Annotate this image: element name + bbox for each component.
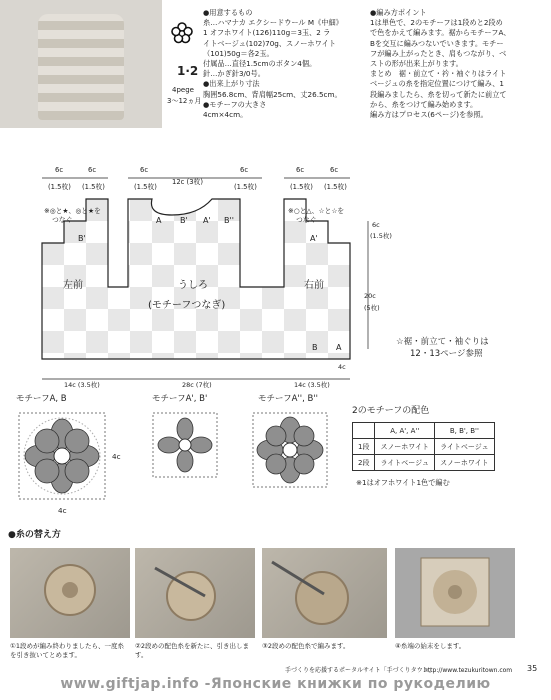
step-caption-3: ③2段めの配色糸で編みます。 bbox=[262, 642, 350, 650]
table-cell: スノーホワイト bbox=[435, 455, 495, 471]
dim-bottom: 28c (7枚) bbox=[182, 381, 212, 389]
label-right-front: 右前 bbox=[304, 280, 324, 291]
page-label: 4pege bbox=[172, 86, 194, 94]
note-left: つなぐ bbox=[52, 216, 73, 224]
cell-label: A bbox=[336, 343, 342, 352]
dim-sub: (1.5枚) bbox=[234, 183, 257, 191]
dim-top: 12c (3枚) bbox=[172, 178, 203, 186]
points-line: ストの形が出来上がります。 bbox=[370, 59, 463, 69]
dim-top: 6c bbox=[55, 166, 64, 174]
dim-sub: (1.5枚) bbox=[324, 183, 347, 191]
cell-label: A bbox=[156, 216, 162, 225]
table-cell: スノーホワイト bbox=[375, 439, 435, 455]
dim-bottom: 14c (3.5枚) bbox=[294, 381, 330, 389]
cell-label: B' bbox=[78, 234, 86, 243]
dim-right: 6c bbox=[372, 221, 380, 229]
step-caption-1: ①1段めが編み終わりましたら、一度糸を引き抜いてとめます。 bbox=[10, 642, 124, 659]
dim-right: (1.5枚) bbox=[370, 232, 392, 240]
points-line: フが編み上がったとき、肩もつながり、ベ bbox=[370, 48, 507, 58]
note-right: ※○と△、☆と☆を bbox=[288, 207, 345, 215]
cell-label: B' bbox=[180, 216, 188, 225]
cell-label: A' bbox=[310, 234, 318, 243]
color-table bbox=[352, 422, 495, 471]
motif-a-double-prime-diagram bbox=[250, 410, 330, 490]
step-photo-4 bbox=[395, 548, 515, 638]
points-line: から、糸をつけて編み始めます。 bbox=[370, 99, 478, 109]
motif-a-diagram bbox=[16, 410, 108, 502]
note-trim-ref: 12・13ページ参照 bbox=[410, 349, 483, 359]
size-label: 1·2 bbox=[177, 64, 199, 78]
points-line: 編み方はプロセス(6ページ)を参照。 bbox=[370, 110, 488, 120]
motif-dim-bottom: 4c bbox=[58, 506, 67, 515]
vest-photo bbox=[0, 0, 162, 128]
materials-line: ●モチーフの大きさ bbox=[203, 99, 267, 109]
table-cell: 1段 bbox=[353, 439, 375, 455]
materials-title: ●用意するもの bbox=[203, 8, 253, 17]
points-line: で色をかえて編みます。裾からモチーフA、 bbox=[370, 28, 511, 38]
table-header bbox=[353, 423, 375, 439]
dim-sub: (1.5枚) bbox=[290, 183, 313, 191]
materials-line: 糸…ハマナカ エクシードウール M《中細》 bbox=[203, 18, 343, 28]
points-title: ●編み方ポイント bbox=[370, 8, 427, 17]
table-cell: ライトベージュ bbox=[435, 439, 495, 455]
points-line: Bを交互に編みつないでいきます。モチー bbox=[370, 38, 504, 48]
age-label: 3～12ヵ月 bbox=[167, 97, 202, 105]
color-table-note: ※1はオフホワイト1色で編む bbox=[356, 478, 450, 487]
dim-sub: (1.5枚) bbox=[134, 183, 157, 191]
dim-top: 6c bbox=[240, 166, 249, 174]
materials-line: 1 オフホワイト(126)110g＝3玉、2 ラ bbox=[203, 28, 331, 38]
flower-icon bbox=[171, 22, 193, 44]
vest-schematic bbox=[0, 160, 551, 390]
footer-url[interactable]: http://www.tezukuritown.com bbox=[424, 667, 513, 674]
materials-line: イトベージュ(102)70g、スノーホワイト bbox=[203, 38, 336, 48]
motif-label: モチーフA, B bbox=[16, 394, 67, 404]
step-caption-2: ②2段めの配色糸を新たに、引き出します。 bbox=[135, 642, 249, 659]
color-table-title: 2のモチーフの配色 bbox=[352, 406, 430, 416]
step-photo-2 bbox=[135, 548, 255, 638]
materials-line: （101)50g＝各2玉。 bbox=[203, 48, 274, 58]
note-right: つなぐ bbox=[296, 216, 317, 224]
points-line: 段編みましたら、糸を切って新たに前立て bbox=[370, 89, 507, 99]
points-block bbox=[370, 8, 511, 120]
materials-block bbox=[203, 8, 343, 120]
dim-top: 6c bbox=[88, 166, 97, 174]
materials-line: ●出来上がり寸法 bbox=[203, 79, 260, 89]
dim-right: (5枚) bbox=[364, 304, 380, 312]
dim-top: 6c bbox=[296, 166, 305, 174]
dim-bottom: 14c (3.5枚) bbox=[64, 381, 100, 389]
dim-sub: (1.5枚) bbox=[48, 183, 71, 191]
step-caption-4: ④糸端の始末をします。 bbox=[395, 642, 466, 650]
watermark: www.giftjap.info -Японские книжки по рукоделию bbox=[60, 676, 491, 692]
cell-label: B bbox=[312, 343, 318, 352]
label-back: うしろ bbox=[178, 280, 208, 291]
table-header: B, B', B'' bbox=[435, 423, 495, 439]
cell-label: B'' bbox=[224, 216, 234, 225]
motif-label: モチーフA', B' bbox=[152, 394, 208, 404]
label-left-front: 左前 bbox=[63, 280, 83, 291]
footer-site-text: 手づくりを応援するポータルサイト「手づくりタウン」 bbox=[285, 667, 435, 674]
table-cell: ライトベージュ bbox=[375, 455, 435, 471]
note-left: ※◎と★、◎と★を bbox=[44, 207, 101, 215]
points-line: 1は単色で、2のモチーフは1段めと2段め bbox=[370, 18, 503, 28]
label-back-sub: (モチーフつなぎ) bbox=[148, 300, 226, 311]
materials-line: 付属品…直径1.5cmのボタン4個。 bbox=[203, 59, 317, 69]
step-photo-3 bbox=[262, 548, 387, 638]
motif-label: モチーフA'', B'' bbox=[258, 394, 318, 404]
step-photo-1 bbox=[10, 548, 130, 638]
points-line: ベージュの糸を指定位置につけて編み、1 bbox=[370, 79, 504, 89]
table-cell: 2段 bbox=[353, 455, 375, 471]
dim-right: 20c bbox=[364, 292, 376, 300]
table-header: A, A', A'' bbox=[375, 423, 435, 439]
points-line: まとめ 裾・前立て・衿・袖ぐりはライト bbox=[370, 69, 507, 79]
dim-top: 6c bbox=[140, 166, 149, 174]
table-row bbox=[353, 439, 495, 455]
dim-sub: (1.5枚) bbox=[82, 183, 105, 191]
table-row bbox=[353, 455, 495, 471]
materials-line: 針…かぎ針3/0号。 bbox=[203, 69, 265, 79]
page-number: 35 bbox=[527, 664, 538, 673]
motif-a-prime-diagram bbox=[150, 410, 220, 480]
cell-label: A' bbox=[203, 216, 211, 225]
materials-line: 胸囲56.8cm、背肩幅25cm、丈26.5cm。 bbox=[203, 89, 342, 99]
materials-line: 4cm×4cm。 bbox=[203, 110, 248, 120]
dim-right: 4c bbox=[338, 363, 346, 371]
dim-top: 6c bbox=[330, 166, 339, 174]
note-trim: ☆裾・前立て・袖ぐりは bbox=[396, 337, 489, 347]
yarn-change-title: ●糸の替え方 bbox=[8, 530, 61, 540]
motif-dim-side: 4c bbox=[112, 452, 121, 461]
